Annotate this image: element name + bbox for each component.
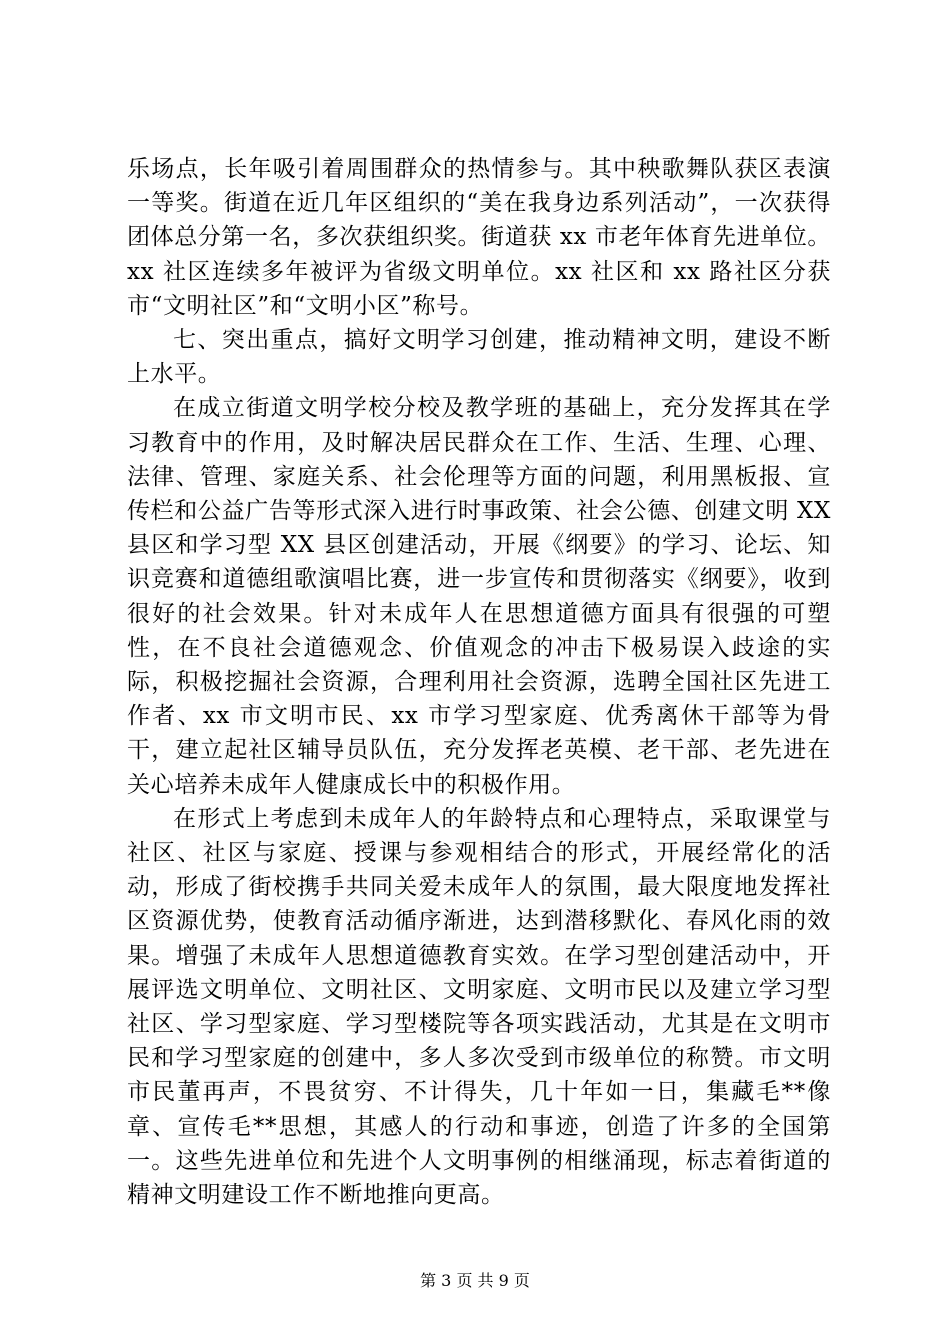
document-body: [127, 152, 831, 1212]
paragraph-continuation: 乐场点，长年吸引着周围群众的热情参与。其中秧歌舞队获区表演一等奖。街道在近几年区组织的“美在我身边系列活动”，一次获得团体总分第一名，多次获组织奖。街道获 xx 市老年体育先进单位。xx 社区连续多年被评为省级文明单位。xx 社区和 xx 路社区分获市“文明社区”和“文明小区”称号。: [127, 156, 831, 319]
paragraph: 在形式上考虑到未成年人的年龄特点和心理特点，采取课堂与社区、社区与家庭、授课与参观相结合的形式，开展经常化的活动，形成了街校携手共同关爱未成年人的氛围，最大限度地发挥社区资源优势，使教育活动循序渐进，达到潜移默化、春风化雨的效果。增强了未成年人思想道德教育实效。在学习型创建活动中，开展评选文明单位、文明社区、文明家庭、文明市民以及建立学习型社区、学习型家庭、学习型楼院等各项实践活动，尤其是在文明市民和学习型家庭的创建中，多人多次受到市级单位的称赞。市文明市民董再声，不畏贫穷、不计得失，几十年如一日，集藏毛**像章、宣传毛**思想，其感人的行动和事迹，创造了许多的全国第一。这些先进单位和先进个人文明事例的相继涌现，标志着街道的精神文明建设工作不断地推向更高。: [127, 805, 831, 1209]
section-heading: 七、突出重点，搞好文明学习创建，推动精神文明，建设不断上水平。: [127, 327, 831, 388]
paragraph: 在成立街道文明学校分校及教学班的基础上，充分发挥其在学习教育中的作用，及时解决居民群众在工作、生活、生理、心理、法律、管理、家庭关系、社会伦理等方面的问题，利用黑板报、宣传栏和公益广告等形式深入进行时事政策、社会公德、创建文明 XX 县区和学习型 XX 县区创建活动，开展《纲要》的学习、论坛、知识竞赛和道德组歌演唱比赛，进一步宣传和贯彻落实《纲要》，收到很好的社会效果。针对未成年人在思想道德方面具有很强的可塑性，在不良社会道德观念、价值观念的冲击下极易误入歧途的实际，积极挖掘社会资源，合理利用社会资源，选聘全国社区先进工作者、xx 市文明市民、xx 市学习型家庭、优秀离休干部等为骨干，建立起社区辅导员队伍，充分发挥老英模、老干部、老先进在关心培养未成年人健康成长中的积极作用。: [127, 395, 831, 798]
page-number-footer: 第 3 页 共 9 页: [420, 1271, 530, 1290]
